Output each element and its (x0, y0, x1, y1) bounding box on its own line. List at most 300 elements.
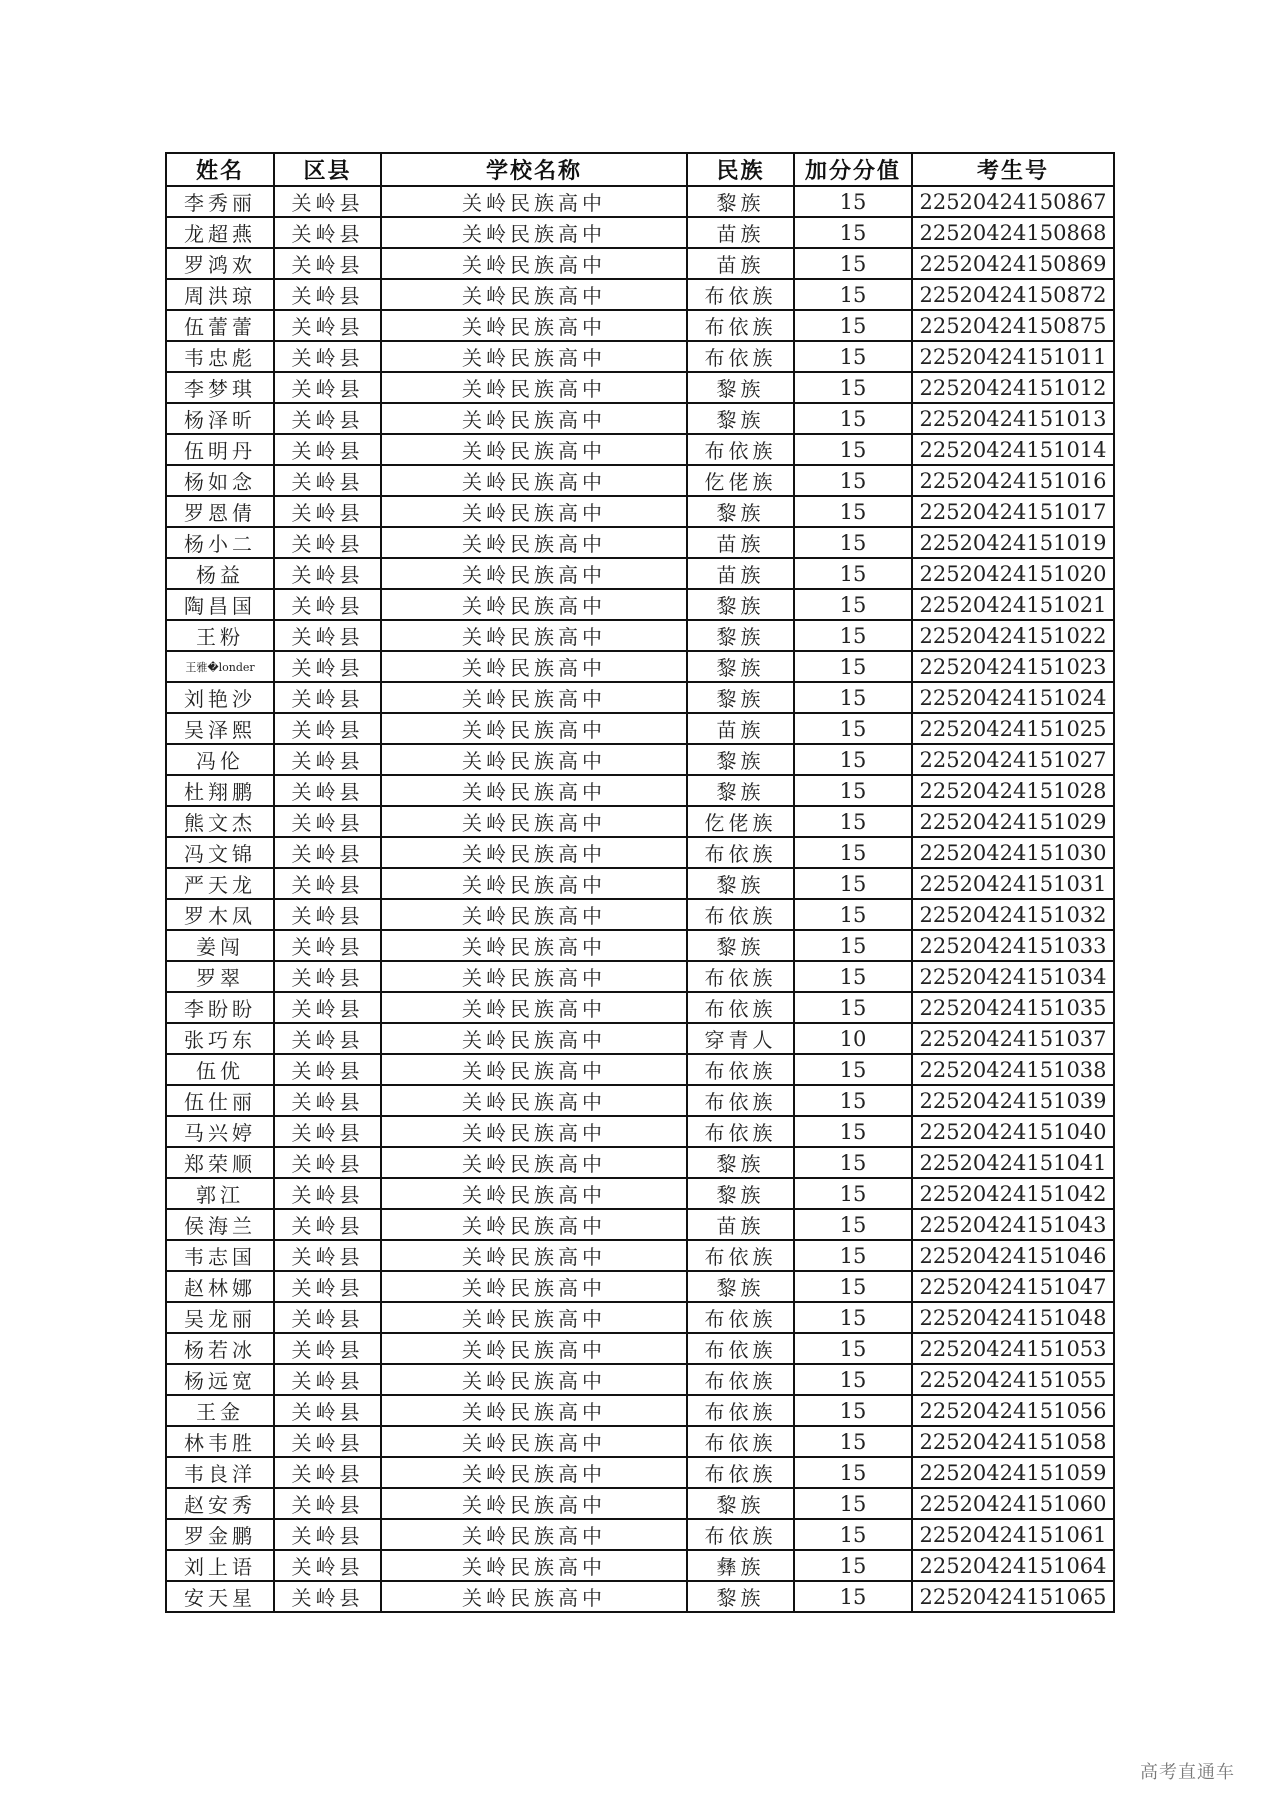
cell-ethnicity: 黎族 (687, 651, 794, 682)
cell-ethnicity: 布依族 (687, 1240, 794, 1271)
table-row (166, 1550, 1114, 1581)
cell-name: 严天龙 (166, 868, 274, 899)
table-row (166, 682, 1114, 713)
cell-county: 关岭县 (274, 465, 381, 496)
cell-exam-id: 22520424151029 (912, 806, 1114, 837)
cell-exam-id: 22520424151065 (912, 1581, 1114, 1612)
cell-exam-id: 22520424151032 (912, 899, 1114, 930)
cell-school: 关岭民族高中 (381, 434, 687, 465)
cell-ethnicity: 彝族 (687, 1550, 794, 1581)
watermark: 高考直通车 (1140, 1762, 1235, 1783)
cell-ethnicity: 黎族 (687, 868, 794, 899)
cell-bonus: 15 (794, 1364, 912, 1395)
table-row (166, 372, 1114, 403)
header-exam-id: 考生号 (912, 153, 1114, 186)
cell-school: 关岭民族高中 (381, 217, 687, 248)
cell-school: 关岭民族高中 (381, 1178, 687, 1209)
cell-bonus: 15 (794, 1147, 912, 1178)
cell-name: 姜闯 (166, 930, 274, 961)
cell-exam-id: 22520424151011 (912, 341, 1114, 372)
cell-school: 关岭民族高中 (381, 403, 687, 434)
cell-county: 关岭县 (274, 1364, 381, 1395)
cell-name: 马兴婷 (166, 1116, 274, 1147)
cell-school: 关岭民族高中 (381, 310, 687, 341)
table-row (166, 1178, 1114, 1209)
cell-county: 关岭县 (274, 1147, 381, 1178)
bonus-points-table (165, 152, 1115, 1613)
cell-bonus: 15 (794, 589, 912, 620)
cell-school: 关岭民族高中 (381, 1209, 687, 1240)
cell-county: 关岭县 (274, 1333, 381, 1364)
cell-exam-id: 22520424151059 (912, 1457, 1114, 1488)
cell-school: 关岭民族高中 (381, 1085, 687, 1116)
cell-name: 杨泽昕 (166, 403, 274, 434)
cell-ethnicity: 布依族 (687, 992, 794, 1023)
cell-school: 关岭民族高中 (381, 1519, 687, 1550)
cell-bonus: 15 (794, 558, 912, 589)
cell-school: 关岭民族高中 (381, 713, 687, 744)
cell-ethnicity: 黎族 (687, 620, 794, 651)
cell-exam-id: 22520424151012 (912, 372, 1114, 403)
cell-school: 关岭民族高中 (381, 496, 687, 527)
table-row (166, 310, 1114, 341)
cell-school: 关岭民族高中 (381, 837, 687, 868)
table-row (166, 992, 1114, 1023)
cell-bonus: 15 (794, 775, 912, 806)
cell-ethnicity: 苗族 (687, 1209, 794, 1240)
cell-exam-id: 22520424151040 (912, 1116, 1114, 1147)
table-row (166, 589, 1114, 620)
cell-ethnicity: 黎族 (687, 1271, 794, 1302)
cell-exam-id: 22520424151056 (912, 1395, 1114, 1426)
table-row (166, 961, 1114, 992)
cell-bonus: 15 (794, 1054, 912, 1085)
cell-ethnicity: 黎族 (687, 1581, 794, 1612)
cell-county: 关岭县 (274, 1054, 381, 1085)
cell-school: 关岭民族高中 (381, 651, 687, 682)
cell-bonus: 15 (794, 341, 912, 372)
cell-school: 关岭民族高中 (381, 1240, 687, 1271)
cell-exam-id: 22520424151039 (912, 1085, 1114, 1116)
cell-name: 杨益 (166, 558, 274, 589)
cell-name: 周洪琼 (166, 279, 274, 310)
cell-bonus: 15 (794, 217, 912, 248)
table-row (166, 1426, 1114, 1457)
cell-name: 杜翔鹏 (166, 775, 274, 806)
cell-county: 关岭县 (274, 651, 381, 682)
table-row (166, 1488, 1114, 1519)
cell-name: 侯海兰 (166, 1209, 274, 1240)
table-header-row (166, 153, 1114, 186)
table-row (166, 1457, 1114, 1488)
cell-county: 关岭县 (274, 496, 381, 527)
cell-name: 张巧东 (166, 1023, 274, 1054)
table-row (166, 744, 1114, 775)
cell-county: 关岭县 (274, 620, 381, 651)
cell-ethnicity: 布依族 (687, 1085, 794, 1116)
cell-ethnicity: 苗族 (687, 217, 794, 248)
cell-bonus: 15 (794, 899, 912, 930)
cell-county: 关岭县 (274, 837, 381, 868)
cell-name: 龙超燕 (166, 217, 274, 248)
cell-name: 吴龙丽 (166, 1302, 274, 1333)
cell-bonus: 15 (794, 465, 912, 496)
table-row (166, 1116, 1114, 1147)
table-row (166, 806, 1114, 837)
cell-school: 关岭民族高中 (381, 527, 687, 558)
cell-county: 关岭县 (274, 775, 381, 806)
cell-name: 罗恩倩 (166, 496, 274, 527)
table-row (166, 1271, 1114, 1302)
cell-bonus: 15 (794, 496, 912, 527)
cell-exam-id: 22520424151020 (912, 558, 1114, 589)
table-row (166, 217, 1114, 248)
table-row (166, 1581, 1114, 1612)
table-row (166, 186, 1114, 217)
cell-county: 关岭县 (274, 589, 381, 620)
cell-name: 罗翠 (166, 961, 274, 992)
cell-ethnicity: 布依族 (687, 310, 794, 341)
cell-bonus: 15 (794, 682, 912, 713)
cell-name: 杨若冰 (166, 1333, 274, 1364)
cell-county: 关岭县 (274, 682, 381, 713)
cell-bonus: 15 (794, 744, 912, 775)
cell-name: 吴泽熙 (166, 713, 274, 744)
cell-school: 关岭民族高中 (381, 1271, 687, 1302)
table-row (166, 496, 1114, 527)
table-row (166, 1023, 1114, 1054)
cell-ethnicity: 布依族 (687, 837, 794, 868)
cell-exam-id: 22520424151017 (912, 496, 1114, 527)
cell-bonus: 15 (794, 248, 912, 279)
cell-exam-id: 22520424151031 (912, 868, 1114, 899)
cell-ethnicity: 仡佬族 (687, 465, 794, 496)
cell-name: 伍蕾蕾 (166, 310, 274, 341)
cell-name: 陶昌国 (166, 589, 274, 620)
table-row (166, 930, 1114, 961)
cell-school: 关岭民族高中 (381, 1116, 687, 1147)
cell-ethnicity: 布依族 (687, 1395, 794, 1426)
cell-bonus: 15 (794, 1426, 912, 1457)
cell-county: 关岭县 (274, 1457, 381, 1488)
cell-exam-id: 22520424151030 (912, 837, 1114, 868)
cell-ethnicity: 仡佬族 (687, 806, 794, 837)
cell-ethnicity: 黎族 (687, 589, 794, 620)
cell-bonus: 15 (794, 1395, 912, 1426)
cell-bonus: 15 (794, 310, 912, 341)
cell-school: 关岭民族高中 (381, 1395, 687, 1426)
cell-bonus: 15 (794, 1209, 912, 1240)
cell-name: 伍优 (166, 1054, 274, 1085)
cell-exam-id: 22520424151035 (912, 992, 1114, 1023)
table-row (166, 620, 1114, 651)
table-row (166, 403, 1114, 434)
cell-ethnicity: 苗族 (687, 527, 794, 558)
cell-school: 关岭民族高中 (381, 341, 687, 372)
cell-ethnicity: 黎族 (687, 682, 794, 713)
cell-bonus: 15 (794, 1488, 912, 1519)
cell-bonus: 15 (794, 1085, 912, 1116)
cell-ethnicity: 布依族 (687, 1364, 794, 1395)
cell-name: 王金 (166, 1395, 274, 1426)
cell-exam-id: 22520424151027 (912, 744, 1114, 775)
cell-county: 关岭县 (274, 1023, 381, 1054)
cell-school: 关岭民族高中 (381, 868, 687, 899)
cell-county: 关岭县 (274, 961, 381, 992)
cell-ethnicity: 布依族 (687, 1054, 794, 1085)
cell-county: 关岭县 (274, 1240, 381, 1271)
cell-name: 李梦琪 (166, 372, 274, 403)
cell-school: 关岭民族高中 (381, 1333, 687, 1364)
cell-exam-id: 22520424150872 (912, 279, 1114, 310)
cell-ethnicity: 布依族 (687, 1116, 794, 1147)
table-row (166, 837, 1114, 868)
cell-ethnicity: 黎族 (687, 496, 794, 527)
cell-name: 罗鸿欢 (166, 248, 274, 279)
cell-exam-id: 22520424151025 (912, 713, 1114, 744)
cell-county: 关岭县 (274, 868, 381, 899)
cell-ethnicity: 苗族 (687, 713, 794, 744)
cell-bonus: 15 (794, 372, 912, 403)
cell-ethnicity: 布依族 (687, 899, 794, 930)
cell-exam-id: 22520424151033 (912, 930, 1114, 961)
cell-bonus: 15 (794, 1333, 912, 1364)
cell-name: 王雅�londer (166, 651, 274, 682)
cell-county: 关岭县 (274, 806, 381, 837)
cell-ethnicity: 苗族 (687, 248, 794, 279)
cell-name: 刘上语 (166, 1550, 274, 1581)
cell-school: 关岭民族高中 (381, 682, 687, 713)
cell-school: 关岭民族高中 (381, 992, 687, 1023)
cell-name: 伍明丹 (166, 434, 274, 465)
cell-ethnicity: 布依族 (687, 1457, 794, 1488)
cell-county: 关岭县 (274, 310, 381, 341)
table-row (166, 527, 1114, 558)
cell-bonus: 15 (794, 1550, 912, 1581)
cell-bonus: 15 (794, 434, 912, 465)
cell-name: 王粉 (166, 620, 274, 651)
cell-school: 关岭民族高中 (381, 1364, 687, 1395)
cell-exam-id: 22520424150869 (912, 248, 1114, 279)
cell-ethnicity: 穿青人 (687, 1023, 794, 1054)
cell-bonus: 15 (794, 1178, 912, 1209)
cell-exam-id: 22520424151019 (912, 527, 1114, 558)
cell-school: 关岭民族高中 (381, 1488, 687, 1519)
table-row (166, 1085, 1114, 1116)
table-row (166, 868, 1114, 899)
cell-bonus: 15 (794, 1240, 912, 1271)
cell-exam-id: 22520424151053 (912, 1333, 1114, 1364)
cell-exam-id: 22520424151024 (912, 682, 1114, 713)
cell-school: 关岭民族高中 (381, 899, 687, 930)
cell-county: 关岭县 (274, 1271, 381, 1302)
header-school: 学校名称 (381, 153, 687, 186)
cell-county: 关岭县 (274, 341, 381, 372)
cell-name: 熊文杰 (166, 806, 274, 837)
cell-ethnicity: 布依族 (687, 279, 794, 310)
cell-exam-id: 22520424151060 (912, 1488, 1114, 1519)
cell-ethnicity: 黎族 (687, 744, 794, 775)
cell-exam-id: 22520424151043 (912, 1209, 1114, 1240)
cell-school: 关岭民族高中 (381, 1581, 687, 1612)
cell-bonus: 15 (794, 806, 912, 837)
cell-bonus: 15 (794, 651, 912, 682)
cell-county: 关岭县 (274, 248, 381, 279)
cell-ethnicity: 布依族 (687, 1302, 794, 1333)
cell-bonus: 15 (794, 1581, 912, 1612)
header-name: 姓名 (166, 153, 274, 186)
cell-school: 关岭民族高中 (381, 744, 687, 775)
cell-name: 郑荣顺 (166, 1147, 274, 1178)
table-row (166, 1054, 1114, 1085)
cell-bonus: 15 (794, 992, 912, 1023)
cell-name: 杨远宽 (166, 1364, 274, 1395)
cell-name: 冯文锦 (166, 837, 274, 868)
cell-ethnicity: 布依族 (687, 1519, 794, 1550)
cell-exam-id: 22520424151046 (912, 1240, 1114, 1271)
table-row (166, 341, 1114, 372)
cell-school: 关岭民族高中 (381, 1023, 687, 1054)
cell-name: 李秀丽 (166, 186, 274, 217)
table-row (166, 1364, 1114, 1395)
table-row (166, 1147, 1114, 1178)
cell-exam-id: 22520424150875 (912, 310, 1114, 341)
table-row (166, 1395, 1114, 1426)
cell-exam-id: 22520424151064 (912, 1550, 1114, 1581)
table-row (166, 279, 1114, 310)
cell-name: 韦忠彪 (166, 341, 274, 372)
cell-exam-id: 22520424151061 (912, 1519, 1114, 1550)
table-row (166, 713, 1114, 744)
cell-exam-id: 22520424151014 (912, 434, 1114, 465)
cell-bonus: 15 (794, 186, 912, 217)
cell-county: 关岭县 (274, 1488, 381, 1519)
cell-name: 刘艳沙 (166, 682, 274, 713)
cell-name: 杨如念 (166, 465, 274, 496)
cell-name: 安天星 (166, 1581, 274, 1612)
cell-bonus: 15 (794, 527, 912, 558)
table-row (166, 434, 1114, 465)
cell-name: 冯伦 (166, 744, 274, 775)
table-row (166, 1333, 1114, 1364)
cell-bonus: 15 (794, 279, 912, 310)
cell-county: 关岭县 (274, 744, 381, 775)
cell-exam-id: 22520424151021 (912, 589, 1114, 620)
cell-ethnicity: 布依族 (687, 1333, 794, 1364)
table-row (166, 465, 1114, 496)
cell-exam-id: 22520424151047 (912, 1271, 1114, 1302)
cell-ethnicity: 黎族 (687, 930, 794, 961)
table-row (166, 899, 1114, 930)
cell-county: 关岭县 (274, 992, 381, 1023)
cell-school: 关岭民族高中 (381, 1302, 687, 1333)
cell-school: 关岭民族高中 (381, 930, 687, 961)
header-ethnicity: 民族 (687, 153, 794, 186)
cell-school: 关岭民族高中 (381, 1457, 687, 1488)
cell-name: 韦志国 (166, 1240, 274, 1271)
table-row (166, 775, 1114, 806)
cell-name: 罗木凤 (166, 899, 274, 930)
cell-county: 关岭县 (274, 1085, 381, 1116)
cell-ethnicity: 黎族 (687, 1178, 794, 1209)
cell-ethnicity: 布依族 (687, 961, 794, 992)
cell-exam-id: 22520424151055 (912, 1364, 1114, 1395)
cell-school: 关岭民族高中 (381, 1550, 687, 1581)
cell-bonus: 15 (794, 961, 912, 992)
cell-ethnicity: 黎族 (687, 1488, 794, 1519)
cell-bonus: 15 (794, 1457, 912, 1488)
cell-name: 伍仕丽 (166, 1085, 274, 1116)
cell-county: 关岭县 (274, 434, 381, 465)
cell-county: 关岭县 (274, 899, 381, 930)
cell-name: 罗金鹏 (166, 1519, 274, 1550)
cell-ethnicity: 黎族 (687, 403, 794, 434)
cell-ethnicity: 苗族 (687, 558, 794, 589)
cell-exam-id: 22520424151013 (912, 403, 1114, 434)
cell-bonus: 15 (794, 930, 912, 961)
cell-school: 关岭民族高中 (381, 1426, 687, 1457)
cell-name: 赵安秀 (166, 1488, 274, 1519)
cell-name: 赵林娜 (166, 1271, 274, 1302)
cell-bonus: 15 (794, 403, 912, 434)
cell-ethnicity: 黎族 (687, 775, 794, 806)
cell-county: 关岭县 (274, 713, 381, 744)
cell-school: 关岭民族高中 (381, 279, 687, 310)
cell-name: 林韦胜 (166, 1426, 274, 1457)
cell-school: 关岭民族高中 (381, 589, 687, 620)
cell-exam-id: 22520424151028 (912, 775, 1114, 806)
cell-county: 关岭县 (274, 1550, 381, 1581)
cell-exam-id: 22520424151016 (912, 465, 1114, 496)
cell-school: 关岭民族高中 (381, 775, 687, 806)
header-county: 区县 (274, 153, 381, 186)
cell-exam-id: 22520424150868 (912, 217, 1114, 248)
cell-county: 关岭县 (274, 279, 381, 310)
cell-school: 关岭民族高中 (381, 1054, 687, 1085)
cell-exam-id: 22520424151037 (912, 1023, 1114, 1054)
cell-exam-id: 22520424151023 (912, 651, 1114, 682)
cell-exam-id: 22520424151042 (912, 1178, 1114, 1209)
cell-bonus: 15 (794, 868, 912, 899)
cell-bonus: 15 (794, 1116, 912, 1147)
cell-school: 关岭民族高中 (381, 961, 687, 992)
cell-county: 关岭县 (274, 186, 381, 217)
cell-county: 关岭县 (274, 1581, 381, 1612)
cell-ethnicity: 黎族 (687, 1147, 794, 1178)
cell-school: 关岭民族高中 (381, 186, 687, 217)
cell-exam-id: 22520424150867 (912, 186, 1114, 217)
cell-name: 李盼盼 (166, 992, 274, 1023)
cell-name: 韦良洋 (166, 1457, 274, 1488)
cell-exam-id: 22520424151034 (912, 961, 1114, 992)
cell-county: 关岭县 (274, 527, 381, 558)
cell-exam-id: 22520424151022 (912, 620, 1114, 651)
cell-bonus: 10 (794, 1023, 912, 1054)
cell-school: 关岭民族高中 (381, 248, 687, 279)
cell-bonus: 15 (794, 1519, 912, 1550)
table-row (166, 558, 1114, 589)
cell-county: 关岭县 (274, 1395, 381, 1426)
cell-exam-id: 22520424151048 (912, 1302, 1114, 1333)
cell-county: 关岭县 (274, 372, 381, 403)
cell-bonus: 15 (794, 620, 912, 651)
cell-county: 关岭县 (274, 1209, 381, 1240)
cell-county: 关岭县 (274, 217, 381, 248)
cell-exam-id: 22520424151058 (912, 1426, 1114, 1457)
cell-county: 关岭县 (274, 930, 381, 961)
cell-ethnicity: 布依族 (687, 341, 794, 372)
header-bonus: 加分分值 (794, 153, 912, 186)
